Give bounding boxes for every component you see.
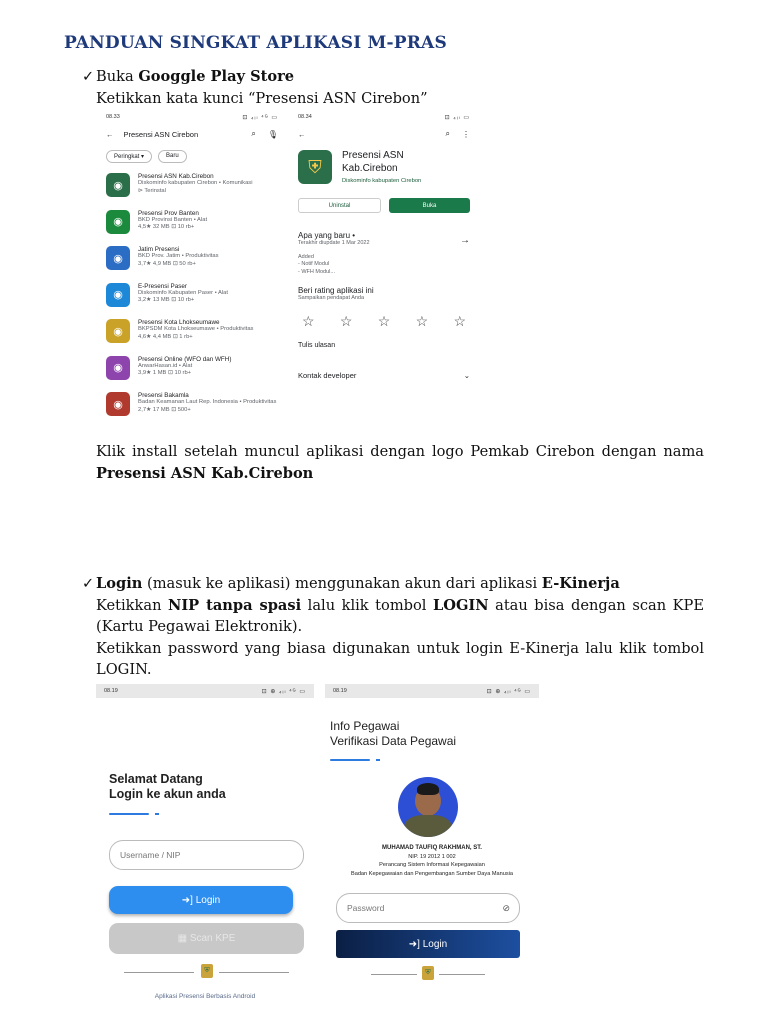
eye-off-icon[interactable]: ⊘ [502,902,510,913]
app-stats: ⊳ Terinstal [138,187,166,194]
status-icons: ⊡ ₄ᵢₗ ⁴ᴳ ▭ [242,114,278,121]
status-icons: ⊡ ⊕ ₄ᵢₗ ⁴ᴳ ▭ [486,688,531,695]
app-publisher: AnwarHasan.id • Alat [138,362,193,369]
shield-logo-icon: ◉ [106,173,130,197]
divider [439,974,485,975]
app-detail-screenshot [290,110,478,420]
mic-icon[interactable]: 🎙 [267,129,278,139]
more-vert-icon[interactable]: ⋮ [462,129,470,139]
password-input[interactable]: Password ⊘ [336,893,520,923]
search-query[interactable]: Presensi ASN Cirebon [123,129,199,139]
app-stats: 3,7★ 4,9 MB ⊡ 50 rb+ [138,260,196,267]
change-line: - Notif Modul [298,261,330,267]
divider [371,974,417,975]
search-icon[interactable]: ⌕ [445,129,450,138]
star-icon[interactable]: ☆ [415,312,429,329]
checkmark-icon: ✓ [82,68,95,85]
app-stats: 4,6★ 4,4 MB ⊡ 1 rb+ [138,333,193,340]
status-icons: ⊡ ₄ᵢₗ ▭ [444,114,470,121]
cirebon-logo-icon: ⛨ [201,964,213,978]
updated-date: Terakhir diupdate 1 Mar 2022 [298,240,370,246]
play-store-name: Googgle Play Store [138,68,295,85]
app-name: Presensi ASN Kab.Cirebon [138,173,214,180]
app-name: E-Presensi Paser [138,282,187,290]
app-publisher: BKD Provinsi Banten • Alat [138,216,208,223]
app-list-item[interactable] [98,352,286,389]
rate-subheading: Sampaikan pendapat Anda [298,295,365,301]
app-list-item[interactable] [98,279,286,316]
employee-nip: NIP. 19 2012 1 002 [408,853,456,860]
welcome-subtitle: Login ke akun anda [109,787,226,801]
jatim-logo-icon: ◉ [106,246,130,270]
status-time: 08.34 [298,114,312,120]
app-publisher: Diskominfo Kabupaten Paser • Alat [138,289,228,296]
verify-subtitle: Verifikasi Data Pegawai [330,734,457,748]
lhokseumawe-logo-icon: ◉ [106,319,130,343]
step1-after-text: Klik install setelah muncul aplikasi dengan logo Pemkab Cirebon dengan nama Presensi ASN Kab.Cirebon [96,443,704,482]
change-line: Added [298,253,314,260]
app-name: Jatim Presensi [138,246,180,253]
change-line: - WFH Modul... [298,268,335,275]
status-time: 08.33 [106,114,120,120]
back-arrow-icon[interactable]: ← [298,129,306,139]
status-time: 08.19 [104,688,118,694]
info-title: Info Pegawai [330,719,400,733]
write-review-link[interactable]: Tulis ulasan [298,341,336,349]
uninstall-button[interactable]: Uninstal [298,198,381,213]
divider [219,972,289,973]
fingerprint-logo-icon: ◉ [106,283,130,307]
app-stats: 3,9★ 1 MB ⊡ 10 rb+ [138,370,192,377]
app-name: Presensi Bakamla [138,392,189,399]
checkmark-icon: ✓ [82,575,95,592]
star-icon[interactable]: ☆ [377,312,391,329]
avatar [398,777,458,837]
search-results-screenshot [98,110,286,436]
app-list-item[interactable] [98,206,286,243]
app-name: Presensi Kota Lhokseumawe [138,319,220,326]
arrow-right-icon[interactable]: → [460,235,470,246]
step1-text: ✓ Buka Googgle Play Store Ketikkan kata kunci “Presensi ASN Cirebon” [82,68,428,107]
step2-text: ✓ Login (masuk ke aplikasi) menggunakan akun dari aplikasi E-Kinerja Ketikkan NIP tanpa spasi lalu klik tombol LOGIN atau bisa dengan scan KPE (Kartu Pegawai Elektronik). Ketikkan password yang biasa digunakan untuk login E-Kinerja lalu klik tombol LOGIN. [82,575,705,678]
cirebon-logo-icon: ⛨ [298,150,332,184]
app-name-bold: Presensi ASN Kab.Cirebon [96,464,314,482]
online-logo-icon: ◉ [106,356,130,380]
verify-screenshot [325,684,539,984]
status-time: 08.19 [333,688,347,694]
cirebon-logo-icon: ⛨ [422,966,434,980]
developer-name[interactable]: Diskominfo kabupaten Cirebon [342,178,422,184]
app-stats: 4,5★ 32 MB ⊡ 10 rb+ [138,224,195,231]
app-publisher: BKD Prov. Jatim • Produktivitas [138,253,219,260]
star-icon[interactable]: ☆ [453,312,466,329]
footer-text: Aplikasi Presensi Berbasis Android [154,993,256,1000]
title-underline [330,759,370,761]
username-input[interactable]: Username / NIP [109,840,304,870]
app-list-item[interactable] [98,242,286,279]
chip-rating[interactable]: Peringkat ▾ [106,150,152,163]
app-publisher: Badan Keamanan Laut Rep. Indonesia • Produktivitas [138,399,277,406]
status-icons: ⊡ ⊕ ₄ᵢₗ ⁴ᴳ ▭ [261,688,306,695]
welcome-title: Selamat Datang [109,772,203,786]
chip-new[interactable]: Baru [158,150,187,163]
employee-name: MUHAMAD TAUFIQ RAKHMAN, ST. [382,845,482,851]
open-button[interactable]: Buka [389,198,470,213]
login-button[interactable]: ➜] Login [109,886,293,914]
contact-developer[interactable]: Kontak developer [298,370,357,380]
app-stats: 3,2★ 13 MB ⊡ 10 rb+ [138,297,195,304]
star-icon[interactable]: ☆ [302,312,315,329]
back-arrow-icon[interactable]: ← [106,129,114,139]
chevron-down-icon[interactable]: ⌄ [463,370,470,380]
banten-logo-icon: ◉ [106,210,130,234]
employee-agency: Badan Kepegawaian dan Pengembangan Sumber Daya Manusia [350,870,514,877]
star-icon[interactable]: ☆ [339,312,353,329]
whats-new-heading: Apa yang baru • [298,231,356,240]
app-publisher: BKPSDM Kota Lhokseumawe • Produktivitas [138,326,254,333]
divider [124,972,194,973]
login-button[interactable]: ➜] Login [336,930,520,958]
rate-heading: Beri rating aplikasi ini [298,286,374,295]
search-icon[interactable]: ⌕ [251,129,256,138]
employee-position: Perancang Sistem Informasi Kepegawaian [379,862,485,868]
app-title-line2: Kab.Cirebon [342,162,398,174]
page-title: PANDUAN SINGKAT APLIKASI M-PRAS [64,33,447,53]
scan-kpe-button[interactable]: ▦ Scan KPE [109,923,304,954]
app-list-item[interactable] [98,315,286,352]
app-list [98,169,286,425]
app-name: Presensi Online (WFO dan WFH) [138,355,232,363]
login-screenshot [96,684,314,1010]
app-list-item[interactable] [98,169,286,206]
app-title-line1: Presensi ASN [342,150,404,161]
bakamla-logo-icon: ◉ [106,392,130,416]
app-stats: 2,7★ 17 MB ⊡ 500+ [138,406,191,413]
title-underline [109,813,149,815]
app-name: Presensi Prov Banten [138,209,199,217]
app-publisher: Diskominfo kabupaten Cirebon • Komunikasi [138,180,253,187]
app-list-item[interactable] [98,388,286,425]
